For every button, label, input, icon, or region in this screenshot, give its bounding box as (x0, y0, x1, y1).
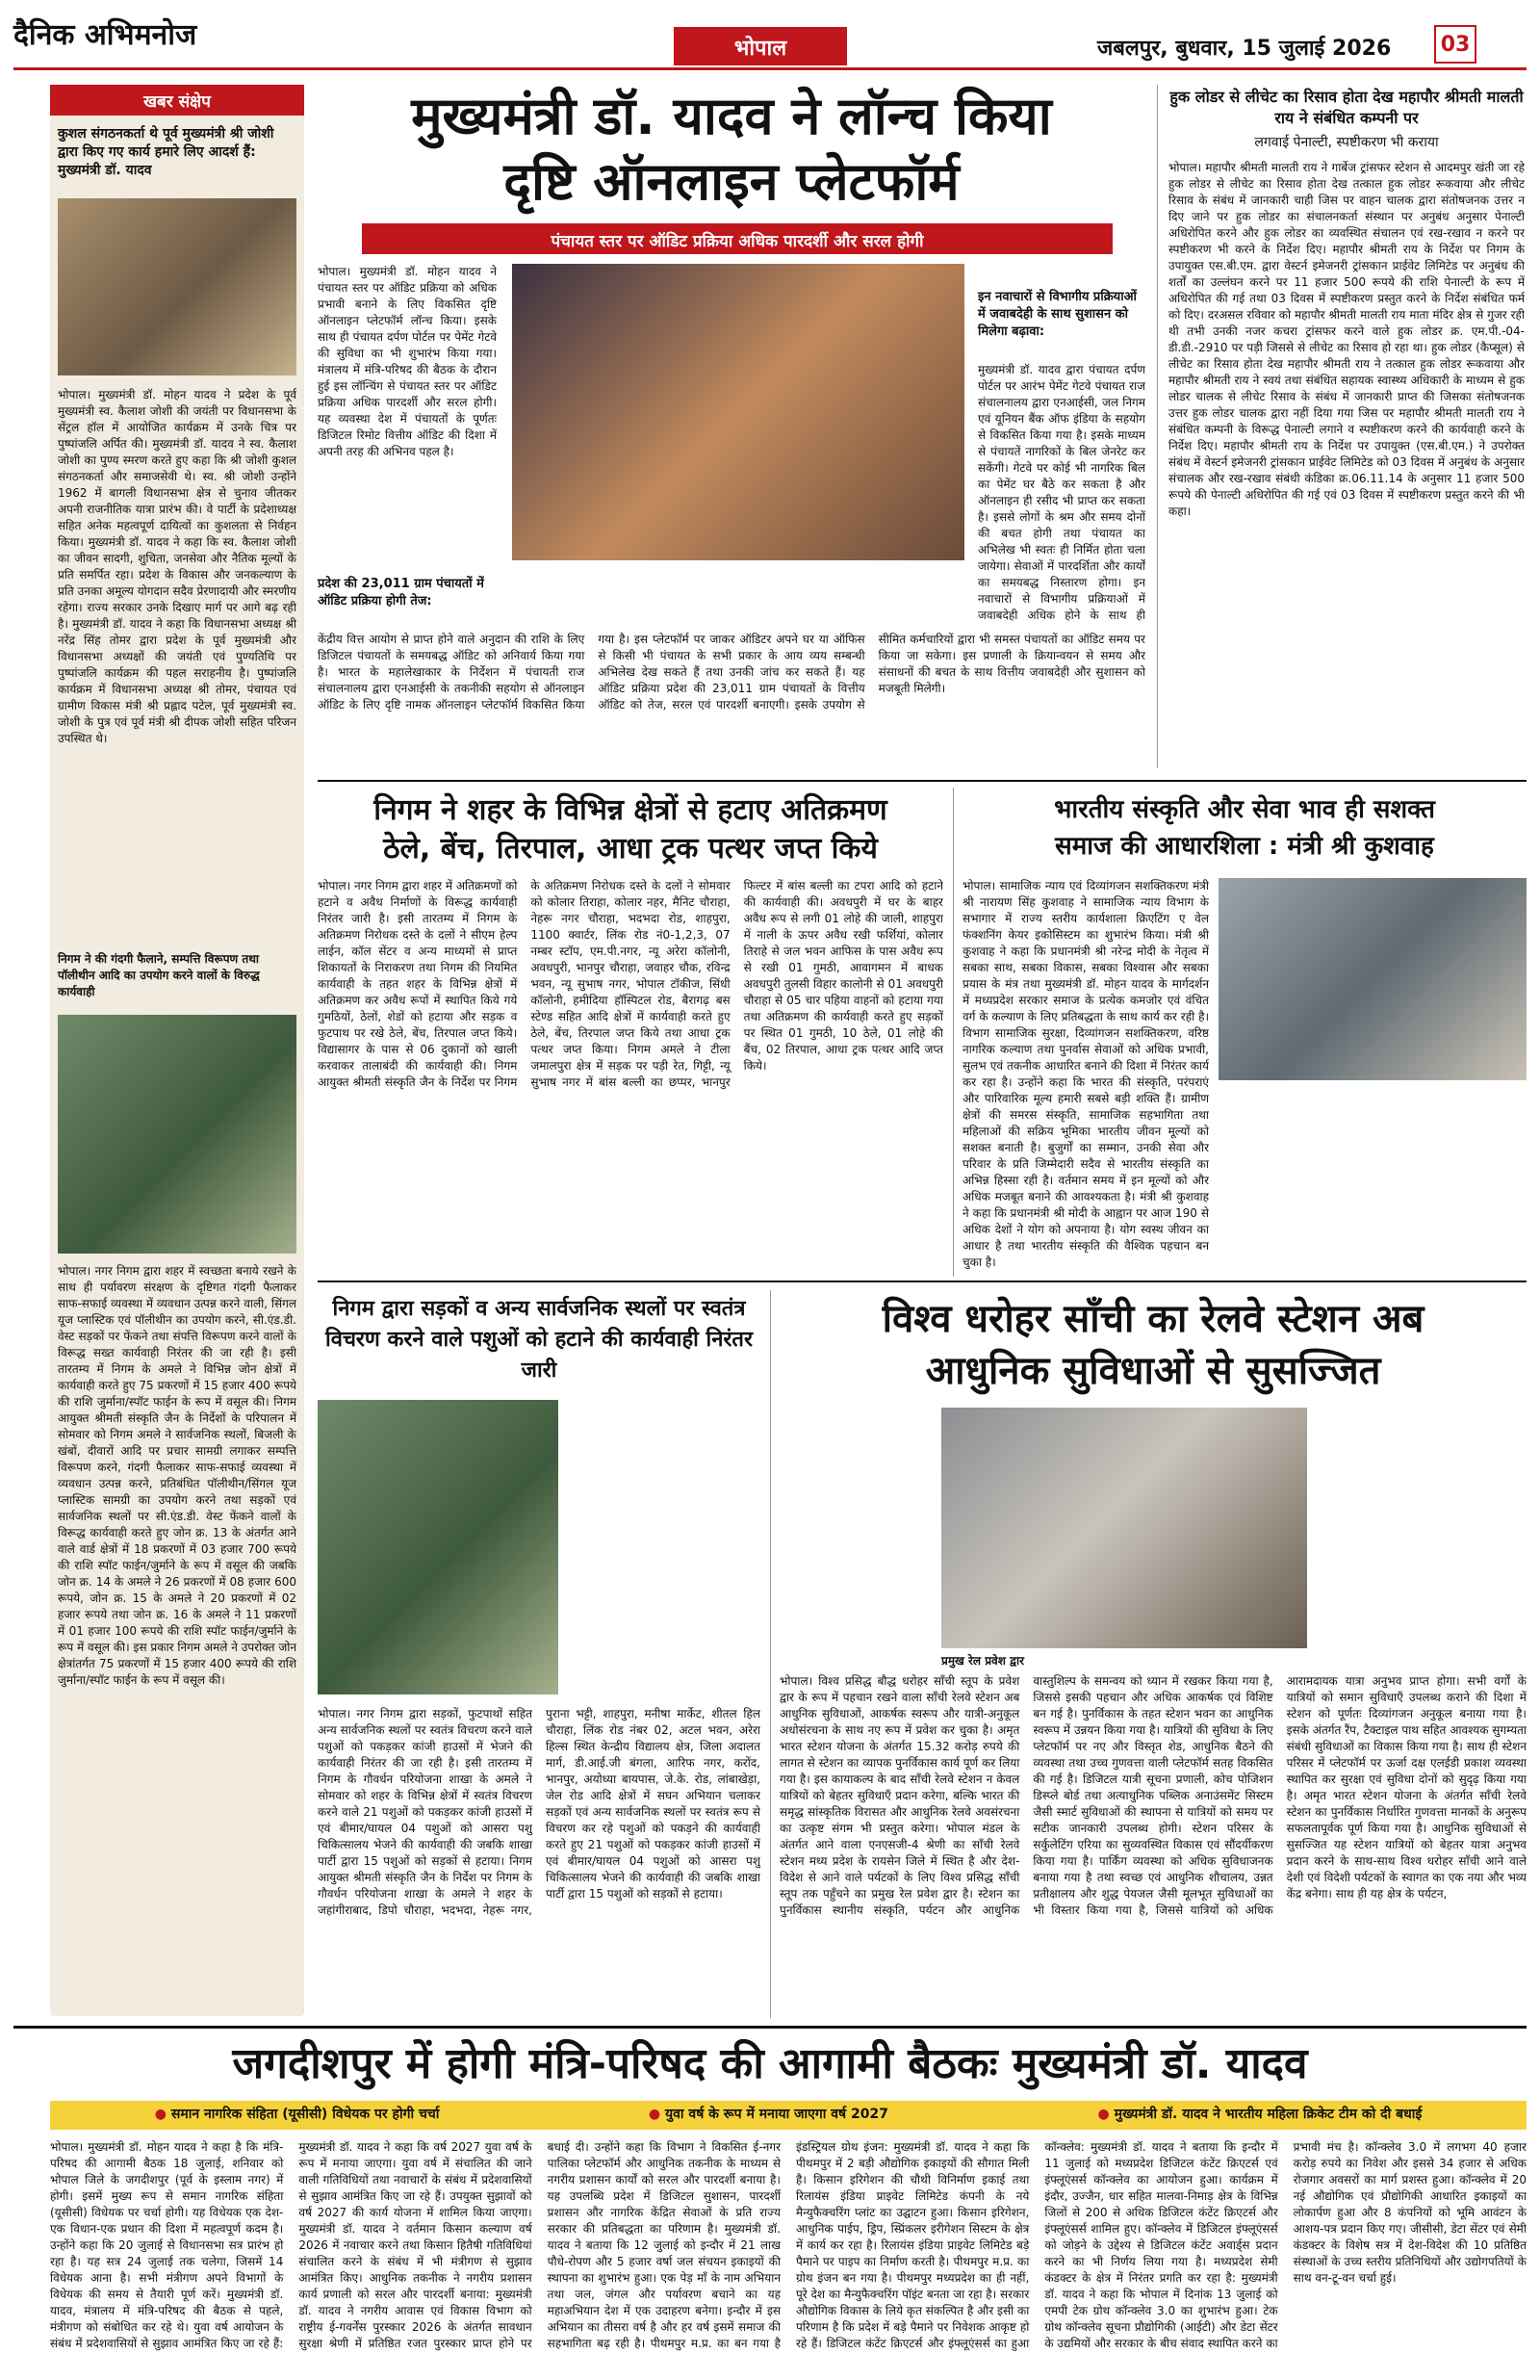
sanchi-rule (770, 1290, 771, 2018)
culture-headline-2: समाज की आधारशिला : मंत्री श्री कुशवाह (1055, 832, 1434, 861)
bullet-icon: ● (154, 2107, 167, 2122)
lead-sub-text-2: मुख्यमंत्री डॉ. यादव द्वारा पंचायत दर्पण पोर्टल पर आरंभ पेमेंट गेटवे पंचायत राज संचालनालय द्वारा एनआईसी, जल निगम एवं यूनियन बैंक ऑफ इंडिया के सहयोग से विकसित किया गया है। इसके माध्यम से पंचायतें नागरिकों के बिल जेनरेट कर सकेंगी। गेटवे पर कोई भी नागरिक बिल का पेमेंट घर बैठे कर सकता है और ऑनलाइन ही रसीद भी प्राप्त कर सकता है। इससे लोगों के श्रम और समय दोनों की बचत होगी तथा पंचायत का अभिलेख भी स्वतः ही निर्मित होता चला जायेगा। सेवाओं में पारदर्शिता और कार्यों का समयबद्ध निस्तारण होगा। इन नवाचारों से विभागीय प्रक्रियाओं में जवाबदेही अधिक होने के साथ ही (978, 363, 1145, 622)
highlight-text: मुख्यमंत्री डॉ. यादव ने भारतीय महिला क्रिकेट टीम को दी बधाई (1114, 2107, 1423, 2122)
culture-photo (1219, 878, 1527, 1080)
cattle-text: भोपाल। नगर निगम द्वारा सड़कों, फुटपाथों सहित अन्य सार्वजनिक स्थलों पर स्वतंत्र विचरण करने वाले पशुओं को पकड़कर कांजी हाउसों में भेजने की कार्यवाही निरंतर की जा रही है। इसी तारतम्य में निगम के गौवर्धन परियोजना शाखा के अमले ने सोमवार को शहर के विभिन्न क्षेत्रों में स्वतंत्र विचरण करने वाले 21 पशुओं को पकड़कर कांजी हाउसों में एवं बीमार/घायल 04 पशुओं को आसरा पशु चिकित्सालय भेजने की कार्यवाही की जबकि शाखा पार्टी द्वारा 15 पशुओं को सड़कों से हटाया। निगम आयुक्त श्रीमती संस्कृति जैन के निर्देश पर निगम के गौवर्धन परियोजना शाखा के अमले ने शहर के जहांगीराबाद, डिपो चौराहा, भदभदा, नेहरू नगर, पुराना भट्टी, शाहपुरा, मनीषा मार्केट, शीतल हिल चौराहा, लिंक रोड नंबर 02, अटल भवन, अरेरा हिल्स स्थित केन्द्रीय विद्यालय क्षेत्र, जिला अदालत मार्ग, डी.आई.जी बंगला, आरिफ नगर, करोंद, भानपुर, अयोध्या बायपास, जे.के. रोड, लांबाखेड़ा, जेल रोड आदि क्षेत्रों में सघन अभियान चलाकर सड़कों एवं अन्य सार्वजनिक स्थलों पर स्वतंत्र रूप से विचरण कर रहे पशुओं को पकड़ने की कार्यवाही करते हुए 21 पशुओं को पकड़कर कांजी हाउसों में एवं बीमार/घायल 04 पशुओं को आसरा पशु चिकित्सालय भेजने की कार्यवाही की जबकि शाखा पार्टी द्वारा 15 पशुओं को सड़कों से हटाया। (318, 1707, 760, 1917)
sidebar-headline: कुशल संगठनकर्ता थे पूर्व मुख्यमंत्री श्री जोशी द्वारा किए गए कार्य हमारे लिए आदर्श हैं: मुख्यमंत्री डॉ. यादव (58, 126, 274, 178)
masthead-rule (13, 67, 1527, 70)
culture-headline-1: भारतीय संस्कृति और सेवा भाव ही सशक्त (1054, 795, 1435, 824)
dateline: जबलपुर, बुधवार, 15 जुलाई 2026 (1097, 37, 1392, 61)
sanchi-caption: प्रमुख रेल प्रवेश द्वार (941, 1654, 1024, 1668)
sanchi-headline-2: आधुनिक सुविधाओं से सुसज्जित (925, 1349, 1381, 1393)
right-top-rule (1157, 85, 1158, 768)
sidebar-story-1: भोपाल। मुख्यमंत्री डॉ. मोहन यादव ने प्रदेश के पूर्व मुख्यमंत्री स्व. कैलाश जोशी की जयंती पर विधानसभा के सेंट्रल हॉल में आयोजित कार्यक्रम में उनके चित्र पर पुष्पांजलि अर्पित की। मुख्यमंत्री डॉ. यादव ने स्व. कैलाश जोशी का पुण्य स्मरण करते हुए कहा कि श्री जोशी कुशल संगठनकर्ता और समाजसेवी थे। स्व. श्री जोशी उन्होंने 1962 में बागली विधानसभा क्षेत्र से चुनाव जीतकर अपनी राजनीतिक यात्रा प्रारंभ की। वे पार्टी के प्रदेशाध्यक्ष सहित अनेक महत्वपूर्ण दायित्वों का कुशलता से निर्वहन किया। मुख्यमंत्री डॉ. यादव ने कहा कि स्व. कैलाश जोशी का जीवन सादगी, शुचिता, जनसेवा और नैतिक मूल्यों के प्रति समर्पित रहा। प्रदेश के विकास और जनकल्याण के प्रति उनका अमूल्य योगदान सदैव प्रेरणादायी और स्मरणीय रहेगा। राज्य सरकार उनके दिखाए मार्ग पर आगे बढ़ रही है। मुख्यमंत्री डॉ. यादव ने कहा कि विधानसभा अध्यक्ष श्री नरेंद्र सिंह तोमर द्वारा प्रदेश के पूर्व मुख्यमंत्री और विधानसभा अध्यक्षों की जयंती एवं पुण्यतिथि पर पुष्पांजलि कार्यक्रम की पहल सराहनीय है। पुष्पांजलि कार्यक्रम में विधानसभा अध्यक्ष श्री तोमर, पंचायत एवं ग्रामीण विकास मंत्री श्री प्रह्लाद पटेल, पूर्व मुख्यमंत्री स्व. जोशी के पुत्र एवं पूर्व मंत्री श्री दीपक जोशी सहित परिजन उपस्थित थे। (58, 388, 296, 745)
right-top-headline: हुक लोडर से लीचेट का रिसाव होता देख महापौर श्रीमती मालती राय ने संबंधित कम्पनी पर (1169, 88, 1524, 127)
bullet-icon: ● (1097, 2107, 1110, 2122)
lead-intro: भोपाल। मुख्यमंत्री डॉ. मोहन यादव ने पंचायत स्तर पर ऑडिट प्रक्रिया को अधिक प्रभावी बनाने के लिए विकसित दृष्टि ऑनलाइन प्लेटफॉर्म लॉन्च किया। इसके साथ ही पंचायत दर्पण पोर्टल पर पेमेंट गेटवे की सुविधा का भी शुभारंभ किया गया। मंत्रालय में मंत्रि-परिषद की बैठक के दौरान हुई इस लॉन्चिंग से पंचायत स्तर पर ऑडिट प्रक्रिया अधिक पारदर्शी और सरल होगी। यह व्यवस्था देश में पंचायतों के पूर्णतः डिजिटल रिमोट वित्तीय ऑडिट की दिशा में अपनी तरह की अभिनव पहल है। (318, 265, 497, 458)
culture-text: भोपाल। सामाजिक न्याय एवं दिव्यांगजन सशक्तिकरण मंत्री श्री नारायण सिंह कुशवाह ने सामाजिक न्याय विभाग के सभागार में राज्य स्तरीय कार्यशाला क्रिएटिंग ए वेल फंक्शनिंग केयर इकोसिस्टम का शुभारंभ किया। मंत्री श्री कुशवाह ने कहा कि प्रधानमंत्री श्री नरेन्द्र मोदी के नेतृत्व में सबका साथ, सबका विकास, सबका विश्वास और सबका प्रयास के मंत्र तथा मुख्यमंत्री डॉ. मोहन यादव के मार्गदर्शन में मध्यप्रदेश सरकार समाज के प्रत्येक कमजोर एवं वंचित वर्ग के कल्याण के लिए प्रतिबद्धता के साथ कार्य कर रही है। विभाग सामाजिक सुरक्षा, दिव्यांगजन सशक्तिकरण, वरिष्ठ नागरिक कल्याण तथा पुनर्वास सेवाओं को अधिक प्रभावी, सुलभ एवं तकनीक आधारित बनाने की दिशा में निरंतर कार्य कर रहा है। उन्होंने कहा कि भारत की संस्कृति, परंपराएं और पारिवारिक मूल्य हमारी सबसे बड़ी शक्ति हैं। ग्रामीण क्षेत्रों की समरस संस्कृति, सामाजिक सहभागिता तथा महिलाओं की सक्रिय भूमिका भारतीय जीवन मूल्यों को सशक्त बनाती है। बुजुर्गों का सम्मान, उनकी सेवा और परिवार के प्रति जिम्मेदारी सदैव से भारतीय संस्कृति का अभिन्न हिस्सा रही है। वर्तमान समय में इन मूल्यों को और अधिक मजबूत बनाने की आवश्यकता है। मंत्री श्री कुशवाह ने कहा कि प्रधानमंत्री श्री मोदी के आह्वान पर आज 190 से अधिक देशों ने योग को अपनाया है। योग स्वस्थ जीवन का आधार है तथा भारतीय संस्कृति की वैश्विक पहचान बन चुका है। (962, 879, 1209, 1269)
section-rule-3 (13, 2026, 1527, 2029)
bottom-text: भोपाल। मुख्यमंत्री डॉ. मोहन यादव ने कहा है कि मंत्रि-परिषद की आगामी बैठक 18 जुलाई, शनिवार को भोपाल जिले के जगदीशपुर (पूर्व के इस्लाम नगर) में होगी। इसमें मुख्य रूप से समान नागरिक संहिता (यूसीसी) विधेयक पर चर्चा होगी। यह विधेयक एक देश-एक विधान-एक प्रधान की दिशा में महत्वपूर्ण कदम है। उन्होंने कहा कि 20 जुलाई से विधानसभा सत्र प्रारंभ हो रहा है। यह सत्र 24 जुलाई तक चलेगा, जिसमें 14 विधेयक आना है। सभी मंत्रीगण अपने विभागों के विधेयक की समय से तैयारी पूर्ण करें। मुख्यमंत्री डॉ. यादव, मंत्रालय में मंत्रि-परिषद की बैठक से पहले, मंत्रीगण को संबोधित कर रहे थे। युवा वर्ष आयोजन के संबंध में प्रदेशवासियों से सुझाव आमंत्रित किए जा रहे हैं: मुख्यमंत्री डॉ. यादव ने कहा कि वर्ष 2027 युवा वर्ष के रूप में मनाया जाएगा। युवा वर्ष में संचालित की जाने वाली गतिविधियों तथा नवाचारों के संबंध में प्रदेशवासियों से सुझाव आमंत्रित किए जा रहे हैं। उपयुक्त सुझावों को वर्ष 2027 की कार्य योजना में शामिल किया जाएगा। मुख्यमंत्री डॉ. यादव ने वर्तमान किसान कल्याण वर्ष 2026 में नवाचार करने तथा किसान हितैषी गतिविधियां संचालित करने के संबंध में भी मंत्रीगण से सुझाव आमंत्रित किए। आधुनिक तकनीक ने नगरीय प्रशासन कार्य प्रणाली को सरल और पारदर्शी बनाया: मुख्यमंत्री डॉ. यादव ने नगरीय आवास एवं विकास विभाग को राष्ट्रीय ई-गवर्नेंस पुरस्कार 2026 के अंतर्गत सावधान सुरक्षा श्रेणी में प्रतिष्ठित रजत पुरस्कार प्राप्त होने पर बधाई दी। उन्होंने कहा कि विभाग ने विकसित ई-नगर पालिका प्लेटफॉर्म और आधुनिक तकनीक के माध्यम से नगरीय प्रशासन कार्यों को सरल और पारदर्शी बनाया है। यह उपलब्धि प्रदेश में डिजिटल सुशासन, पारदर्शी प्रशासन और नागरिक केंद्रित सेवाओं के प्रति राज्य सरकार की प्रतिबद्धता का परिणाम है। मुख्यमंत्री डॉ. यादव ने बताया कि 12 जुलाई को इन्दौर में 21 लाख पौधे-रोपण और 5 हजार वर्षा जल संचयन इकाइयों की स्थापना का शुभारंभ हुआ। एक पेड़ माँ के नाम अभियान तथा जल, जंगल और पर्यावरण बचाने का यह महाअभियान देश में एक उदाहरण बनेगा। इन्दौर में इस अभियान का तीसरा वर्ष है और हर वर्ष इसमें समाज की सहभागिता बढ़ रही है। पीथमपुर म.प्र. का बन गया है इंडस्ट्रियल ग्रोथ इंजन: मुख्यमंत्री डॉ. यादव ने कहा कि पीथमपुर में 2 बड़ी औद्योगिक इकाइयों की सौगात मिली है। किसान इरिगेशन की चौथी विनिर्माण इकाई तथा रिलायंस इंडिया प्राइवेट लिमिटेड कंपनी के नये मैन्युफैक्चरिंग प्लांट का उद्घाटन हुआ। किसान इरिगेशन, आधुनिक पाईप, ड्रिप, स्प्रिंकलर इरीगेशन सिस्टम के क्षेत्र में कार्य कर रहा है। रिलायंस इंडिया प्राइवेट लिमिटेड बड़े पैमाने पर पाइप का निर्माण करती है। पीथमपुर म.प्र. का ग्रोथ इंजन बन गया है। पीथमपुर मध्यप्रदेश का ही नहीं, पूरे देश का मैन्युफैक्चरिंग पॉइंट बनता जा रहा है। सरकार औद्योगिक विकास के लिये कृत संकल्पित है और इसी का परिणाम है कि प्रदेश में बड़े पैमाने पर निवेशक आकृष्ट हो रहे हैं। डिजिटल कंटेंट क्रिएटर्स और इंफ्लूएंसर्स का हुआ कॉन्क्लेव: मुख्यमंत्री डॉ. यादव ने बताया कि इन्दौर में 11 जुलाई को मध्यप्रदेश डिजिटल कंटेंट क्रिएटर्स एवं इंफ्लूएंसर्स कॉन्क्लेव का आयोजन हुआ। कार्यक्रम में इंदौर, उज्जैन, धार सहित मालवा-निमाड़ क्षेत्र के विभिन्न जिलों से 200 से अधिक डिजिटल कंटेंट क्रिएटर्स और इंफ्लूएंसर्स शामिल हुए। कॉन्क्लेव में डिजिटल इंफ्लूएंसर्स को जोड़ने के उद्देश्य से डिजिटल कंटेंट अवार्ड्स प्रदान करने का भी निर्णय लिया गया है। मध्यप्रदेश सेमी कंडक्टर के क्षेत्र में निरंतर प्रगति कर रहा है: मुख्यमंत्री डॉ. यादव ने कहा कि भोपाल में दिनांक 13 जुलाई को एमपी टेक ग्रोथ कॉन्क्लेव 3.0 का शुभारंभ हुआ। टेक ग्रोथ कॉन्क्लेव सूचना प्रौद्योगिकी (आईटी) और डेटा सेंटर के उद्यमियों और सरकार के बीच संवाद स्थापित करने का प्रभावी मंच है। कॉन्क्लेव 3.0 में लगभग 40 हजार करोड़ रुपये का निवेश और इससे 34 हजार से अधिक रोजगार अवसरों का मार्ग प्रशस्त हुआ। कॉन्क्लेव में 20 नई औद्योगिक एवं प्रौद्योगिकी आधारित इकाइयों का लोकार्पण हुआ और 8 कंपनियों को भूमि आवंटन के आशय-पत्र प्रदान किए गए। जीसीसी, डेटा सेंटर एवं सेमी कंडक्टर के विशेष सत्र में देश-विदेश की 10 प्रतिष्ठित संस्थाओं के उच्च स्तरीय प्रतिनिधियों और उद्योगपतियों के साथ वन-टू-वन चर्चा हुई। (50, 2140, 1527, 2350)
sidebar-photo-drive (58, 1015, 296, 1254)
section-rule-2 (318, 1281, 1527, 1282)
sanchi-headline-1: विश्व धरोहर साँची का रेलवे स्टेशन अब (882, 1297, 1424, 1341)
lead-sub-text-1: केंद्रीय वित्त आयोग से प्राप्त होने वाले अनुदान की राशि के लिए डिजिटल पंचायतों के समयबद्ध ऑडिट को अनिवार्य किया गया है। भारत के महालेखाकार के निर्देशन में पंचायती राज संचालनालय द्वारा एनआईसी के तकनीकी सहयोग से ऑनलाइन ऑडिट के लिए दृष्टि नामक ऑनलाइन प्लेटफॉर्म विकसित किया गया है। इस प्लेटफॉर्म पर जाकर ऑडिटर अपने घर या ऑफिस से किसी भी पंचायत के सभी प्रकार के आय व्यय सम्बन्धी अभिलेख देख सकते हैं तथा उनकी जांच कर सकते हैं। यह ऑडिट प्रक्रिया प्रदेश की 23,011 ग्राम पंचायतों के वित्तीय ऑडिट को तेज, सरल एवं पारदर्शी बनाएगी। इसके उपयोग से सीमित कर्मचारियों द्वारा भी समस्त पंचायतों का ऑडिट समय पर किया जा सकेगा। इस प्रणाली के क्रियान्वयन से समय और संसाधनों की बचत के साथ वित्तीय जवाबदेही और सुशासन को मजबूती मिलेगी। (318, 633, 1145, 711)
encroach-text: भोपाल। नगर निगम द्वारा शहर में अतिक्रमणों को हटाने व अवैध निर्माणों के विरूद्ध कार्यवाही निरंतर जारी है। इसी तारतम्य में निगम के अतिक्रमण निरोधक दस्ते के दलों ने सीएम हेल्प लाईन, कॉल सेंटर व अन्य माध्यमों से प्राप्त शिकायतों के निराकरण तथा निगम की नियमित कार्यवाही के तहत शहर के विभिन्न क्षेत्रों में अतिक्रमण कर अवैध रूपों में स्थापित किये गये गुमठियों, ठेलों, शेडों को हटाया और सड़क व फुटपाथ पर रखे ठेले, बेंच, तिरपाल जप्त किये। विद्यासागर के पास से 06 दुकानों को खाली करवाकर तालाबंदी की कार्यवाही की। निगम आयुक्त श्रीमती संस्कृति जैन के निर्देश पर निगम के अतिक्रमण निरोधक दस्ते के दलों ने सोमवार को कोलार तिराहा, कोलार नहर, मैनिट चौराहा, नेहरू नगर चौराहा, भदभदा रोड, शाहपुरा, 1100 क्वार्टर, लिंक रोड नं0-1,2,3, 07 नम्बर स्टॉप, एम.पी.नगर, न्यू अरेरा कॉलोनी, अवधपुरी, भानपुर चौराहा, जवाहर चौक, रविन्द्र भवन, न्यू सुभाष नगर, भोपाल टॉकीज, सिंधी कॉलोनी, हमीदिया हॉस्पिटल रोड, बैरागढ़ बस स्टेण्ड सहित आदि क्षेत्रों में कार्यवाही करते हुए ठेले, बेंच, तिरपाल जप्त किये तथा आधा ट्रक पत्थर जप्त किया। निगम अमले ने टीला जमालपुरा क्षेत्र में सड़क पर पड़ी रेत, गिट्टी, न्यू सुभाष नगर में बांस बल्ली का छप्पर, भानपुर फिल्टर में बांस बल्ली का टपरा आदि को हटाने की कार्यवाही की। अवधपुरी में घर के बाहर अवैध रूप से लगी 01 लोहे की जाली, शाहपुरा में नाली के ऊपर अवैध रखी फर्शियां, कोलार तिराहे से जल भवन आफिस के पास अवैध रूप से रखी 01 गुमठी, आवागमन में बाधक अवधपुरी तुलसी विहार कालोनी से 01 अवधपुरी चौराहा से 05 चार पहिया वाहनों को हटाया गया तथा अतिक्रमण की कार्यवाही करते हुए सड़कों पर स्थित 01 गुमठी, 10 ठेले, 01 लोहे की बैंच, 02 तिरपाल, आधा ट्रक पत्थर आदि जप्त किये। (318, 879, 943, 1089)
sidebar-photo-tribute (58, 198, 296, 375)
sidebar-story-2: भोपाल। नगर निगम द्वारा शहर में स्वच्छता बनाये रखने के साथ ही पर्यावरण संरक्षण के दृष्टिगत गंदगी फैलाकर साफ-सफाई व्यवस्था में व्यवधान उत्पन्न करने वाली, सिंगल यूज प्लास्टिक एवं पॉलीथीन का उपयोग करने, सी.एंड.डी. वेस्ट सड़कों पर फेंकने तथा संपत्ति विरूपण करने वालों के विरूद्ध सख्त कार्यवाही निरंतर की जा रही है। इसी तारतम्य में निगम के अमले ने विभिन्न जोन क्षेत्रों में कार्यवाही करते हुए 75 प्रकरणों में 15 हजार 400 रूपये की राशि जुर्माना/स्पॉट फाईन के रूप में वसूल की। निगम आयुक्त श्रीमती संस्कृति जैन के निर्देशों के परिपालन में सोमवार को निगम अमले ने सार्वजनिक स्थलों, बिजली के खंबों, दीवारों आदि पर प्रचार सामग्री लगाकर सम्पत्ति विरूपण करने, गंदगी फैलाकर साफ-सफाई व्यवस्था में व्यवधान उत्पन्न करने, प्रतिबंधित पॉलीथीन/सिंगल यूज प्लास्टिक सामग्री का उपयोग करने तथा सड़कों एवं सार्वजनिक स्थलों पर सी.एंड.डी. वेस्ट फेंकने वालों के विरूद्ध कार्यवाही करते हुए जोन क्र. 13 के अंतर्गत आने वाले वार्ड क्षेत्रों में 18 प्रकरणों में 03 हजार 700 रूपये की राशि स्पॉट फाईन/जुर्माने के रूप में वसूल की जबकि जोन क्र. 14 के अमले ने 26 प्रकरणों में 08 हजार 600 रूपये, जोन क्र. 15 के अमले ने 20 प्रकरणों में 02 हजार रूपये तथा जोन क्र. 16 के अमले ने 11 प्रकरणों में 01 हजार 100 रूपये की राशि स्पॉट फाईन/जुर्माने के रूप में वसूल की। इस प्रकार निगम अमले ने उपरोक्त जोन क्षेत्रांतर्गत 75 प्रकरणों में 15 हजार 400 रूपये की राशि जुर्माना/स्पॉट फाईन के रूप में वसूल की। (58, 1264, 296, 1687)
right-top-deck: लगवाई पेनाल्टी, स्पष्टीकरण भी कराया (1254, 135, 1439, 150)
cattle-photo (318, 1400, 558, 1694)
section-rule-1 (318, 780, 1527, 782)
lead-headline-2: दृष्टि ऑनलाइन प्लेटफॉर्म (503, 151, 960, 212)
encroach-headline-1: निगम ने शहर के विभिन्न क्षेत्रों से हटाए अतिक्रमण (373, 793, 887, 827)
sidebar (50, 85, 304, 2016)
bottom-headline: जगदीशपुर में होगी मंत्रि-परिषद की आगामी बैठकः मुख्यमंत्री डॉ. यादव (232, 2039, 1308, 2088)
highlight-item (155, 2105, 440, 2123)
right-top-text: भोपाल। महापौर श्रीमती मालती राय ने गार्बेज ट्रांसफर स्टेशन से आदमपुर खंती जा रहे हुक लोडर से लीचेट का रिसाव होता देख तत्काल हुक लोडर रूकवाया और लीचेट रिसाव के संबंध में जानकारी चाही जिस पर वाहन चालक द्वारा संतोषजनक उत्तर न दिए जाने पर हुक लोडर का संचालनकर्ता संस्थान पर अनुबंध अनुसार पेनाल्टी अधिरोपित करने और हुक लोडर का व्यवस्थित संचालन एवं रख-रखाव न करने पर स्पष्टीकरण भी करने के निर्देश दिए। महापौर श्रीमती राय के निर्देश पर निगम के उपायुक्त एस.बी.एम. द्वारा वेस्टर्न इमेजनरी ट्रांसकान प्राईवेट लिमिटेड पर अनुबंध की शर्तों का उल्लंघन करने पर 11 हजार 500 रूपये की राशि पेनाल्टी के रूप में अधिरोपित की गई तथा 03 दिवस में स्पष्टीकरण प्रस्तुत करने के निर्देश संबंधित फर्म को दिए। दरअसल रविवार को महापौर श्रीमती मालती राय माता मंदिर क्षेत्र से गुजर रही थी तभी उनकी नजर कचरा ट्रांसफर करने वाले हुक लोडर क्र. एम.पी.-04-डी.डी.-2910 पर पड़ी जिससे से लीचेट का रिसाव हो रहा था। हुक लोडर (कैप्सूल) से लीचेट का रिसाव होता देख महापौर श्रीमती राय ने तत्काल हुक लोडर रूकवाया और महापौर श्रीमती राय ने स्वयं तथा संबंधित सहायक स्वास्थ्य अधिकारी के माध्यम से हुक लोडर चालक से लीचेट रिसाव के संबंध में जानकारी प्राप्त की जिसका संतोषजनक उत्तर हुक लोडर चालक द्वारा नहीं दिया गया जिस पर महापौर श्रीमती मालती राय ने संबंधित कम्पनी के विरूद्ध पेनाल्टी लगाने व स्पष्टीकरण करने की कार्यवाही करने के निर्देश दिए। महापौर श्रीमती राय के निर्देश पर उपायुक्त (एस.बी.एम.) ने उपरोक्त संबंध में वेस्टर्न इमेजनरी ट्रांसकान प्राईवेट लिमिटेड को 03 दिवस में अनुबंध के अनुसार संचालक और रख-रखाव संबंधी कंडिका क्र.06.11.14 के अनुसार 11 हजार 500 रूपये की पेनाल्टी अधिरोपित की गई एवं 03 दिवस में स्पष्टीकरण प्रस्तुत करने की भी कहा। (1168, 161, 1525, 518)
highlight-item (649, 2105, 888, 2123)
lead-subhead-2: इन नवाचारों से विभागीय प्रक्रियाओं में जवाबदेही के साथ सुशासन को मिलेगा बढ़ावा: (978, 290, 1137, 339)
lead-headline-1: मुख्यमंत्री डॉ. यादव ने लॉन्च किया (411, 86, 1052, 146)
lead-photo (512, 264, 964, 560)
masthead-logo: दैनिक अभिमनोज (13, 18, 197, 52)
sanchi-text-left (780, 1408, 932, 1668)
sidebar-sub-headline: निगम ने की गंदगी फैलाने, सम्पत्ति विरूपण तथा पॉलीथीन आदि का उपयोग करने वालों के विरुद्ध कार्यवाही (58, 952, 260, 998)
lead-deck: पंचायत स्तर पर ऑडिट प्रक्रिया अधिक पारदर्शी और सरल होगी (551, 232, 924, 251)
sanchi-photo (941, 1408, 1307, 1648)
highlight-text: युवा वर्ष के रूप में मनाया जाएगा वर्ष 2027 (665, 2107, 888, 2122)
culture-rule (953, 788, 954, 1277)
page-number: 03 (1440, 33, 1471, 57)
highlights-row (50, 2105, 1527, 2123)
sanchi-text: भोपाल। विश्व प्रसिद्ध बौद्ध धरोहर साँची स्तूप के प्रवेश द्वार के रूप में पहचान रखने वाला साँची रेलवे स्टेशन अब आधुनिक सुविधाओं, आकर्षक स्वरूप और यात्री-अनुकूल अधोसंरचना के साथ नए रूप में प्रवेश कर चुका है। अमृत भारत स्टेशन योजना के अंतर्गत 15.32 करोड़ रुपये की लागत से स्टेशन का व्यापक पुनर्विकास कार्य पूर्ण कर लिया गया है। इस कायाकल्प के बाद साँची रेलवे स्टेशन न केवल यात्रियों को बेहतर सुविधाएँ प्रदान करेगा, बल्कि भारत की समृद्ध सांस्कृतिक विरासत और आधुनिक रेलवे अवसंरचना का उत्कृष्ट संगम भी प्रस्तुत करेगा। भोपाल मंडल के अंतर्गत आने वाला एनएसजी-4 श्रेणी का साँची रेलवे स्टेशन मध्य प्रदेश के रायसेन जिले में स्थित है और देश-विदेश से आने वाले पर्यटकों के लिए विश्व प्रसिद्ध साँची स्तूप तक पहुँचने का प्रमुख रेल प्रवेश द्वार है। स्टेशन का पुनर्विकास स्थानीय संस्कृति, पर्यटन और आधुनिक वास्तुशिल्प के समन्वय को ध्यान में रखकर किया गया है, जिससे इसकी पहचान और अधिक आकर्षक एवं विशिष्ट बन गई है। पुनर्विकास के तहत स्टेशन भवन का आधुनिक स्वरूप में उन्नयन किया गया है। यात्रियों की सुविधा के लिए प्लेटफॉर्म पर नए और विस्तृत शेड, आधुनिक बैठने की व्यवस्था तथा उच्च गुणवत्ता वाली प्लेटफॉर्म सतह विकसित की गई है। डिजिटल यात्री सूचना प्रणाली, कोच पोजिशन डिस्प्ले बोर्ड तथा अत्याधुनिक पब्लिक अनाउंसमेंट सिस्टम जैसी स्मार्ट सुविधाओं की स्थापना से यात्रियों को समय पर सटीक जानकारी उपलब्ध होगी। स्टेशन परिसर के सर्कुलेटिंग एरिया का सुव्यवस्थित विकास एवं सौंदर्यीकरण किया गया है। पार्किंग व्यवस्था को अधिक सुविधाजनक बनाया गया है तथा स्वच्छ एवं आधुनिक शौचालय, उन्नत प्रतीक्षालय और शुद्ध पेयजल जैसी मूलभूत सुविधाओं का भी विस्तार किया गया है, जिससे यात्रियों को अधिक आरामदायक यात्रा अनुभव प्राप्त होगा। सभी वर्गों के यात्रियों को समान सुविधाएँ उपलब्ध कराने की दिशा में स्टेशन को पूर्णतः दिव्यांगजन अनुकूल बनाया गया है। इसके अंतर्गत रैंप, टैक्टाइल पाथ सहित आवश्यक सुगम्यता संबंधी सुविधाओं का विकास किया गया है। साथ ही स्टेशन परिसर में प्लेटफॉर्म पर ऊर्जा दक्ष एलईडी प्रकाश व्यवस्था स्थापित कर सुरक्षा एवं सुविधा दोनों को सुदृढ़ किया गया है। अमृत भारत स्टेशन योजना के अंतर्गत साँची रेलवे स्टेशन का पुनर्विकास निर्धारित गुणवत्ता मानकों के अनुरूप सफलतापूर्वक पूर्ण किया गया है। आधुनिक सुविधाओं से सुसज्जित यह स्टेशन यात्रियों को बेहतर यात्रा अनुभव प्रदान करने के साथ-साथ विश्व धरोहर साँची आने वाले देशी एवं विदेशी पर्यटकों के स्वागत का एक नया और भव्य केंद्र बनेगा। साथ ही यह क्षेत्र के पर्यटन, (780, 1674, 1527, 1917)
masthead (0, 0, 1540, 69)
highlight-text: समान नागरिक संहिता (यूसीसी) विधेयक पर होगी चर्चा (170, 2107, 440, 2122)
bullet-icon: ● (648, 2107, 661, 2122)
sidebar-tag: खबर संक्षेप (143, 92, 211, 112)
encroach-headline-2: ठेले, बेंच, तिरपाल, आधा ट्रक पत्थर जप्त किये (383, 832, 878, 866)
cattle-headline: निगम द्वारा सड़कों व अन्य सार्वजनिक स्थलों पर स्वतंत्र विचरण करने वाले पशुओं को हटाने की कार्यवाही निरंतर जारी (325, 1297, 753, 1383)
section-label: भोपाल (733, 37, 787, 61)
lead-subhead-1: प्रदेश की 23,011 ग्राम पंचायतों में ऑडिट प्रक्रिया होगी तेज: (318, 577, 484, 608)
highlight-item (1098, 2105, 1423, 2123)
sanchi-text-right (1317, 1408, 1527, 1668)
